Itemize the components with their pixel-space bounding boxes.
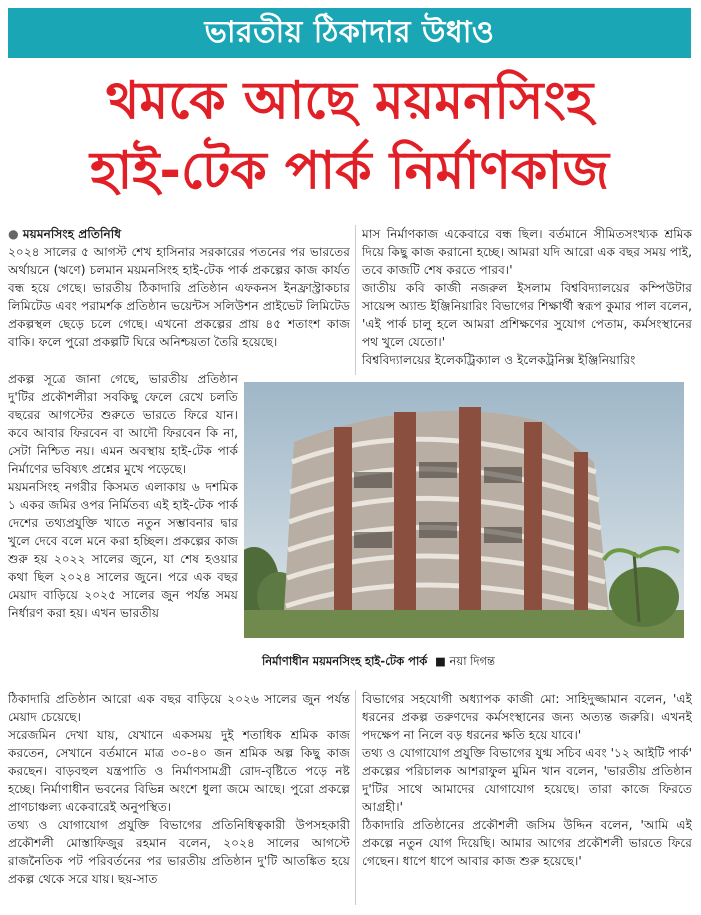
- paragraph: ঠিকাদারি প্রতিষ্ঠান আরো এক বছর বাড়িয়ে ২০২৬ সালের জুন পর্যন্ত মেয়াদ চেয়েছে।: [8, 692, 350, 724]
- paragraph: জাতীয় কবি কাজী নজরুল ইসলাম বিশ্ববিদ্যালয়ের কম্পিউটার সায়েন্স অ্যান্ড ইঞ্জিনিয়ারিং বিভাগের শিক্ষার্থী স্বরূপ কুমার পাল বলেন, 'এই পার্ক চালু হলে আমরা প্রশিক্ষণের সুযোগ পেতাম, কর্মসংস্থানের পথ খুলে যেতো।': [362, 281, 692, 349]
- paragraph: তথ্য ও যোগাযোগ প্রযুক্তি বিভাগের যুগ্ম সচিব এবং '১২ আইটি পার্ক' প্রকল্পের পরিচালক আশরাফুল মুমিন খান বলেন, 'ভারতীয় প্রতিষ্ঠান দু'টির সাথে আমাদের যোগাযোগ হয়েছে। তারা কাজে ফিরতে আগ্রহী।': [362, 746, 692, 814]
- column-divider: [355, 690, 356, 905]
- paragraph: প্রকল্প সূত্রে জানা গেছে, ভারতীয় প্রতিষ্ঠান দু'টির প্রকৌশলীরা সবকিছু ফেলে রেখে চলতি বছরের আগস্টের শুরুতে ভারতে ফিরে যান। কবে আবার ফিরবেন বা আদৌ ফিরবেন কি না, সেটা নিশ্চিত নয়। এমন অবস্থায় হাই-টেক পার্ক নির্মাণের ভবিষ্যৎ প্রশ্নের মুখে পড়েছে।: [8, 372, 238, 476]
- column-divider: [355, 225, 356, 375]
- article-column-right-bottom: [362, 690, 692, 870]
- caption-source-text: ■ নয়া দিগন্ত: [435, 654, 495, 668]
- article-column-left-bottom: [8, 690, 350, 888]
- paragraph: সরেজমিন দেখা যায়, যেখানে একসময় দুই শতাধিক শ্রমিক কাজ করতেন, সেখানে বর্তমানে মাত্র ৩০-৪০ জন শ্রমিক অল্প কিছু কাজ করছেন। বাড়বহুল যন্ত্রপাতি ও নির্মাণসামগ্রী রোদ-বৃষ্টিতে পড়ে নষ্ট হচ্ছে। নির্মাণাধীন ভবনের বিভিন্ন অংশে ধুলা জমে আছে। পুরো প্রকল্পে প্রাণচাঞ্চল্য একেবারেই অনুপস্থিত।: [8, 728, 350, 814]
- headline-line-2: হাই-টেক পার্ক নির্মাণকাজ: [89, 141, 610, 201]
- bullet-icon: ●: [8, 227, 23, 241]
- article-column-left-top: [8, 225, 350, 351]
- article-column-narrow: [8, 370, 238, 622]
- caption-text: নির্মাণাধীন ময়মনসিংহ হাই-টেক পার্ক: [262, 654, 428, 668]
- article-column-right-top: [362, 225, 692, 369]
- paragraph: বিভাগের সহযোগী অধ্যাপক কাজী মো: সাহিদুজ্জামান বলেন, 'এই ধরনের প্রকল্প তরুণদের কর্মসংস্থানের জন্য অত্যন্ত জরুরি। এখনই পদক্ষেপ না নিলে বড় ধরনের ক্ষতি হয়ে যাবে।': [362, 692, 692, 742]
- kicker-text: ভারতীয় ঠিকাদার উধাও: [204, 14, 495, 50]
- headline: [8, 66, 691, 206]
- paragraph: মাস নির্মাণকাজ একেবারে বন্ধ ছিল। বর্তমানে সীমিতসংখ্যক শ্রমিক দিয়ে কিছু কাজ করানো হচ্ছে। আমরা যদি আরো এক বছর সময় পাই, তবে কাজটি শেষ করতে পারব।': [362, 227, 692, 277]
- paragraph: ঠিকাদারি প্রতিষ্ঠানের প্রকৌশলী জসিম উদ্দিন বলেন, 'আমি এই প্রকল্পে নতুন যোগ দিয়েছি। আমার আগের প্রকৌশলী ভারতে ফিরে গেছেন। ধাপে ধাপে আবার কাজ শুরু হয়েছে।': [362, 818, 692, 868]
- building-photo: [244, 382, 684, 638]
- byline-text: ময়মনসিংহ প্রতিনিধি: [22, 227, 122, 241]
- caption-source: [431, 654, 495, 668]
- photo-caption: [262, 653, 682, 672]
- headline-line-1: থমকে আছে ময়মনসিংহ: [105, 71, 594, 131]
- paragraph: ময়মনসিংহ নগরীর কিসমত এলাকায় ৬ দশমিক ১ একর জমির ওপর নির্মিতব্য এই হাই-টেক পার্ক দেশের তথ্যপ্রযুক্তি খাতে নতুন সম্ভাবনার দ্বার খুলে দেবে বলে মনে করা হচ্ছিল। প্রকল্পের কাজ শুরু হয় ২০২২ সালের জুনে, যা শেষ হওয়ার কথা ছিল ২০২৪ সালের জুনে। পরে এক বছর মেয়াদ বাড়িয়ে ২০২৫ সালের জুন পর্যন্ত সময় নির্ধারণ করা হয়। এখন ভারতীয়: [8, 480, 238, 620]
- paragraph: বিশ্ববিদ্যালয়ের ইলেকট্রিক্যাল ও ইলেকট্রনিক্স ইঞ্জিনিয়ারিং: [362, 353, 636, 367]
- kicker-banner: [8, 8, 691, 58]
- paragraph: তথ্য ও যোগাযোগ প্রযুক্তি বিভাগের প্রতিনিধিত্বকারী উপসহকারী প্রকৌশলী মোস্তাফিজুর রহমান বলেন, ২০২৪ সালের আগস্টে রাজনৈতিক পট পরিবর্তনের পর ভারতীয় প্রতিষ্ঠান দু'টি আতঙ্কিত হয়ে প্রকল্প থেকে সরে যায়। ছয়-সাত: [8, 818, 350, 886]
- paragraph: ২০২৪ সালের ৫ আগস্ট শেখ হাসিনার সরকারের পতনের পর ভারতের অর্থায়নে (ঋণে) চলমান ময়মনসিংহ হাই-টেক পার্ক প্রকল্পের কাজ কার্যত বন্ধ হয়ে গেছে। ভারতীয় ঠিকাদারি প্রতিষ্ঠান এফকনস ইনফ্রাস্ট্রাকচার লিমিটেড এবং পরামর্শক প্রতিষ্ঠান ভয়েন্টস সলিউশন প্রাইভেট লিমিটেড প্রকল্পস্থল ছেড়ে চলে গেছে। এখনো প্রকল্পের প্রায় ৪৫ শতাংশ কাজ বাকি। ফলে পুরো প্রকল্পটি ঘিরে অনিশ্চয়তা তৈরি হয়েছে।: [8, 245, 350, 349]
- byline: [8, 225, 350, 243]
